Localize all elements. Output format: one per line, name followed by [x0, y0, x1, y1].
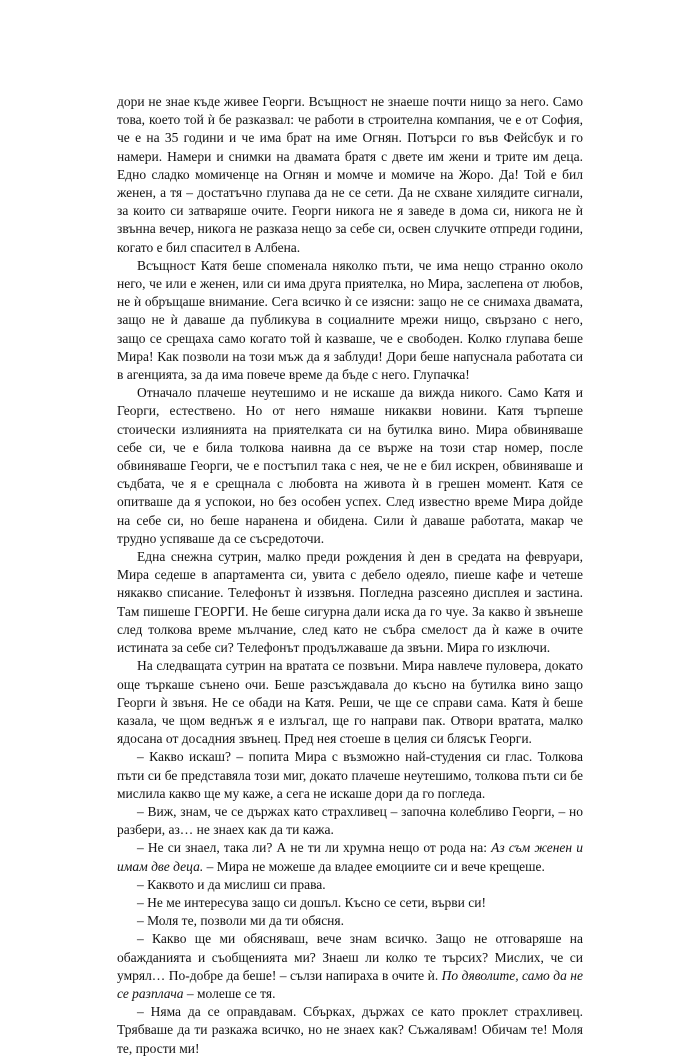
paragraph — [117, 384, 583, 548]
text-segment: – Какво искаш? – попита Мира с възможно най-студения си глас. Толкова пъти си бе представяла този миг, докато плачеше неутешимо, толкова пъти си бе мислила какво ще му каже, а сега не искаше дори да го погледа. — [117, 749, 583, 801]
italic-thought: Аз съм женен и имам две деца. — [117, 840, 583, 874]
paragraph — [117, 257, 583, 384]
dialogue-line — [117, 803, 583, 839]
dialogue-line — [117, 839, 583, 875]
text-segment: Отначало плачеше неутешимо и не искаше да вижда никого. Само Катя и Георги, естествено. Но от него нямаше никакви новини. Катя търпеше стоически излиянията на приятелката си на бутилка вино. Мира обвиняваше себе си, че е била толкова наивна да се върже на този стар номер, после обвиняваше Георги, че е постъпил така с нея, че не е бил искрен, обвиняваше и съдбата, че я е срещнала с любовта на живота ѝ в грешен момент. Катя се опитваше да я успокои, но без особен успех. След известно време Мира дойде на себе си, но беше наранена и обидена. Сили ѝ даваше работата, макар че трудно успяваше да се съсредоточи. — [117, 385, 583, 546]
dialogue-line — [117, 748, 583, 803]
dialogue-line — [117, 876, 583, 894]
text-segment: – Не си знаел, така ли? А не ти ли хрумна нещо от рода на: — [137, 840, 492, 856]
text-segment: дори не знае къде живее Георги. Всъщност не знаеше почти нищо за него. Само това, което той ѝ бе разказвал: че работи в строителна компания, че е от София, че е на 35 години и че има брат на име Огнян. Потърси го във Фейсбук и го намери. Намери и снимки на двамата братя с двете им жени и трите им деца. Едно сладко момиченце на Огнян и момче и момиче на Жоро. Да! Той е бил женен, а тя – достатъчно глупава да не се сети. Да не схване хилядите сигнали, за които си затваряше очите. Георги никога не я заведе в дома си, никога не ѝ звънна вечер, никога не разказа нещо за себе си, освен случките отпреди години, когато е бил спасител в Албена. — [117, 94, 583, 255]
text-segment: – Няма да се оправдавам. Сбърках, държах се като проклет страхливец. Трябваше да ти разкажа всичко, но не знаех как? Съжалявам! Обичам те! Моля те, прости ми! — [117, 1004, 583, 1056]
dialogue-line — [117, 930, 583, 1003]
text-segment: – Какво ще ми обясняваш, вече знам всичко. Защо не отговаряше на обажданията и съобщенията ми? Знаеш ли колко те търсих? Мислих, че си умрял… По-добре да беше! – сълзи напираха в очите ѝ. — [117, 931, 583, 983]
text-segment: – молеше се тя. — [183, 985, 276, 1001]
paragraph — [117, 548, 583, 657]
paragraph — [117, 657, 583, 748]
dialogue-line — [117, 912, 583, 930]
dialogue-line — [117, 894, 583, 912]
text-segment: – Каквото и да мислиш си права. — [137, 876, 326, 892]
text-segment: Всъщност Катя беше споменала няколко пъти, че има нещо странно около него, че или е женен, или си има друга приятелка, но Мира, заслепена от любов, не ѝ обръщаше внимание. Сега всичко ѝ се изясни: защо не се снимаха двамата, защо не ѝ даваше да публикува в социалните мрежи нищо, свързано с него, защо се срещаха само когато той ѝ казваше, че е свободен. Колко глупава беше Мира! Как позволи на този мъж да я заблуди! Дори беше напуснала работата си в агенцията, за да има повече време да бъде с него. Глупачка! — [117, 257, 583, 383]
text-segment: – Моля те, позволи ми да ти обясня. — [137, 913, 344, 929]
text-segment: – Не ме интересува защо си дошъл. Късно се сети, върви си! — [137, 894, 486, 910]
text-segment: – Мира не можеше да владее емоциите си и вече крещеше. — [203, 858, 545, 874]
dialogue-line — [117, 1003, 583, 1058]
text-segment: – Виж, знам, че се държах като страхливец – започна колебливо Георги, – но разбери, аз… не знаех как да ти кажа. — [117, 803, 583, 838]
paragraph — [117, 93, 583, 257]
italic-thought: По дяволите, само да не се разплача — [117, 967, 583, 1001]
text-segment: На следващата сутрин на вратата се позвъни. Мира навлече пуловера, докато още търкаше сънено очи. Беше разсъждавала до късно на бутилка вино защо Георги ѝ звъня. Не се обади на Катя. Реши, че ще се справи сама. Катя ѝ беше казала, че щом веднъж я е излъгал, ще го направи пак. Отвори вратата, малко ядосана от досадния звънец. Пред нея стоеше в целия си блясък Георги. — [117, 658, 583, 747]
text-segment: Една снежна сутрин, малко преди рождения ѝ ден в средата на февруари, Мира седеше в апартамента си, увита с дебело одеяло, пиеше кафе и четеше някакво списание. Телефонът ѝ иззвъня. Погледна разсеяно дисплея и застина. Там пишеше ГЕОРГИ. Не беше сигурна дали иска да го чуе. За какво ѝ звънеше след толкова време мълчание, след като не събра смелост да ѝ каже в очите истината за себе си? Телефонът продължаваше да звъни. Мира го изключи. — [117, 549, 583, 656]
